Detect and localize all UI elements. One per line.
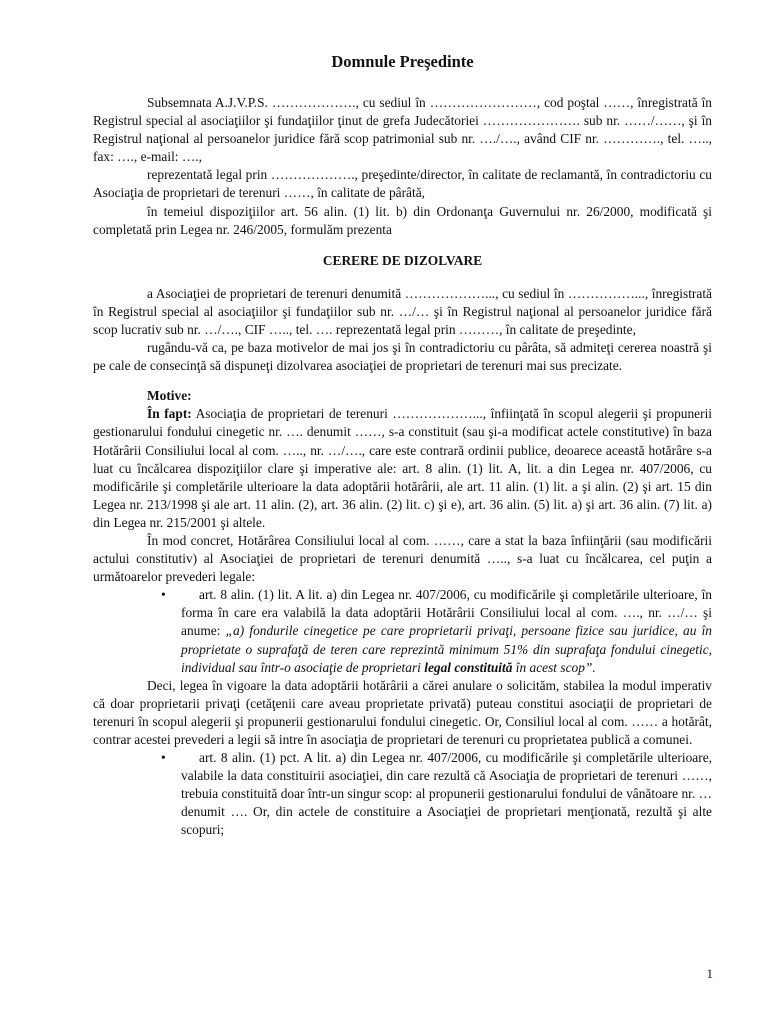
page-number: 1	[706, 966, 713, 981]
representation-paragraph: reprezentată legal prin ………………., preşedinte/director, în calitate de reclamantă, în contradictoriu cu Asociaţia de proprietari de terenuri ……, în calitate de pârâtă,	[93, 167, 712, 201]
conclusion-paragraph: Deci, legea în vigoare la data adoptării hotărârii a cărei anulare o solicităm, stabilea la modul imperativ că doar proprietarii privaţi (cetăţenii care aveau proprietate privată) puteau constitui asociaţii de proprietari de terenuri în scopul alegerii şi propunerii gestionarului fondului cinegetic. Or, Consiliul local al com. …… a hotărât, contrar acestei prevederi a legii să intre în asociaţia de proprietari de terenuri cu proprietatea publică a comunei.	[93, 677, 712, 747]
motive-label: Motive:	[147, 388, 192, 404]
bullet1-end: în acest scop”.	[512, 659, 596, 675]
bullet1-text: art. 8 alin. (1) lit. A lit. a) din Legea nr. 407/2006, cu modificările şi completările ulterioare, în forma în care era valabilă la data adoptării Hotărârii Consiliului local al com. …., nr. …/… şi anume:	[181, 587, 712, 639]
list-item	[161, 586, 712, 676]
violations-list-2	[93, 749, 712, 839]
bullet2-text: art. 8 alin. (1) pct. A lit. a) din Legea nr. 407/2006, cu modificările şi completările ulterioare, valabile la data constituirii asociaţiei, din care rezultă că Asociaţia de proprietari de terenuri ……, trebuia constituită doar într-un singur scop: al propunerii gestionarului fondului de vânătoare nr. … denumit …. Or, din actele de constituire a Asociaţiei de proprietari menţionată, rezultă şi alte scopuri;	[181, 750, 712, 838]
section-heading: CERERE DE DIZOLVARE	[322, 252, 483, 268]
in-fapt-label: În fapt:	[147, 406, 192, 422]
bullet-icon: •	[161, 587, 166, 603]
bullet-icon: •	[161, 750, 166, 766]
violations-list-1	[93, 586, 712, 676]
document-title: Domnule Preşedinte	[331, 52, 474, 71]
bullet1-quote: „a) fondurile cinegetice pe care proprietarii privaţi, persoane fizice sau juridice, au în proprietate o suprafaţă de teren care reprezintă minimum 51% din suprafaţa fondului cinegetic, individual sau într-o asociaţie de proprietari	[181, 623, 712, 675]
bullet1-bold: legal constituită	[424, 659, 513, 675]
facts-paragraph	[93, 405, 712, 532]
list-item	[161, 749, 712, 839]
defendant-paragraph: a Asociaţiei de proprietari de terenuri denumită ………………..., cu sediul în ……………..., înregistrată în Registrul special al asociaţiilor şi fundaţiilor sub nr. …/… şi în Registrul naţional al persoanelor juridice fără scop lucrativ sub nr. …/…., CIF ….., tel. …. reprezentată legal prin ………, în calitate de preşedinte,	[93, 285, 712, 337]
request-paragraph: rugându-vă ca, pe baza motivelor de mai jos şi în contradictoriu cu pârâta, să admiteţi cererea noastră şi pe cale de consecinţă să dispuneţi dizolvarea asociaţiei de proprietari de terenuri mai sus precizate.	[93, 340, 712, 374]
facts-text: Asociaţia de proprietari de terenuri ………………..., înfiinţată în scopul alegerii şi propunerii gestionarului fondului cinegetic nr. …. denumit ……, s-a constituit (sau şi-a modificat actele constitutive) în baza Hotărârii Consiliului local al com. ….., nr. …/…., care este contrară ordinii publice, deoarece această hotărâre s-a luat cu încălcarea dispoziţiilor clare şi imperative ale: art. 8 alin. (1) lit. A, lit. a din Legea nr. 407/2006, cu modificările şi completările ulterioare la data adoptării hotărârii, ale art. 11 alin. (1) lit. a şi alin. (2) şi art. 15 din Legea nr. 213/1998 şi ale art. 11 alin. (2), art. 36 alin. (2) lit. c) şi e), art. 36 alin. (5) lit. a) şi art. 36 alin. (7) lit. a) din Legea nr. 215/2001 şi altele.	[93, 406, 713, 530]
intro-paragraph: Subsemnata A.J.V.P.S. ………………., cu sediul în ……………………, cod poştal ……, înregistrată în Registrul special al asociaţiilor şi fundaţiilor ţinut de grefa Judecătoriei …………………. sub nr. ……/……, şi în Registrul naţional al persoanelor juridice fără scop patrimonial sub nr. …./…., având CIF nr. …………., tel. ….., fax: …., e-mail: ….,	[93, 95, 712, 165]
legal-basis-paragraph: în temeiul dispoziţiilor art. 56 alin. (1) lit. b) din Ordonanţa Guvernului nr. 26/2000, modificată şi completată prin Legea nr. 246/2005, formulăm prezenta	[93, 203, 712, 237]
concrete-paragraph: În mod concret, Hotărârea Consiliului local al com. ……, care a stat la baza înfiinţării (sau modificării actului constitutiv) al Asociaţiei de proprietari de terenuri denumită ….., s-a luat cu încălcarea, cel puţin a următoarelor prevederi legale:	[93, 532, 712, 585]
